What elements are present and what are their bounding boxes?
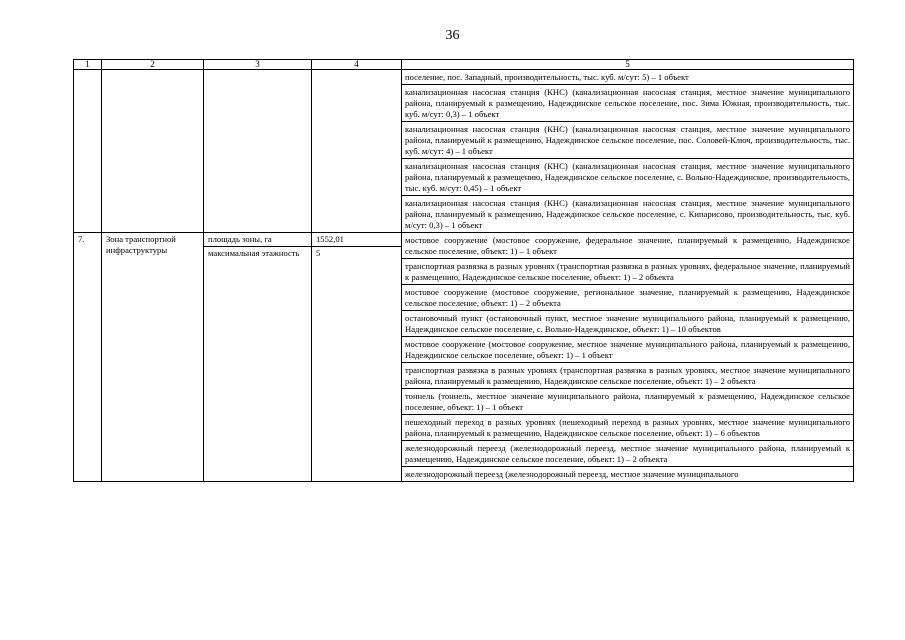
param-value-floors: 5 (316, 248, 321, 258)
object-entry: мостовое сооружение (мостовое сооружение, местное значение муниципального района, планируемый к размещению, Надеждинское сельское поселение, объект: 1) – 1 объект (402, 337, 853, 363)
object-entry: остановочный пункт (остановочный пункт, местное значение муниципального района, планируемый к размещению, Надеждинское сельское поселение, с. Вольно-Надеждинское, объект: 1) – 10 объектов (402, 311, 853, 337)
object-entry: мостовое сооружение (мостовое сооружение, федеральное значение, планируемый к размещению, Надеждинское сельское поселение, объект: 1) – 1 объект (402, 233, 853, 259)
table-row-continued (74, 70, 854, 233)
row-number-cell (74, 233, 102, 482)
empty-cell (312, 70, 402, 233)
empty-cell (204, 70, 312, 233)
param-name-floors: максимальная этажность (208, 248, 300, 258)
page-number: 36 (445, 28, 460, 43)
object-entry: мостовое сооружение (мостовое сооружение, региональное значение, планируемый к размещению, Надеждинское сельское поселение, объект: 1) – 2 объекта (402, 285, 853, 311)
objects-cell (402, 70, 854, 233)
object-entry: канализационная насосная станция (КНС) (канализационная насосная станция, местное значение муниципального района, планируемый к размещению, Надеждинское сельское поселение, с. Вольно-Надеждинское, производительность, тыс. куб. м/сут: 0,45) – 1 объект (402, 159, 853, 196)
object-entry: транспортная развязка в разных уровнях (транспортная развязка в разных уровнях, местное значение муниципального района, планируемый к размещению, Надеждинское сельское поселение, объект: 1) – 2 объекта (402, 363, 853, 389)
param-name-area: площадь зоны, га (204, 233, 311, 247)
param-value-area: 1552,01 (312, 233, 401, 247)
object-entry: канализационная насосная станция (КНС) (канализационная насосная станция, местное значение муниципального района, планируемый к размещению, Надеждинское сельское поселение, пос. Соловей-Ключ, производительность, тыс. куб. м/сут: 4) – 1 объект (402, 122, 853, 159)
param-name-cell (204, 233, 312, 482)
object-entry: тоннель (тоннель, местное значение муниципального района, планируемый к размещению, Надеждинское сельское поселение, объект: 1) – 1 объект (402, 389, 853, 415)
empty-cell (102, 70, 204, 233)
column-number-3: 3 (204, 60, 312, 70)
column-number-1: 1 (74, 60, 102, 70)
object-entry: пешеходный переход в разных уровнях (пешеходный переход в разных уровнях, местное значение муниципального района, планируемый к размещению, Надеждинское сельское поселение, объект: 1) – 6 объектов (402, 415, 853, 441)
zone-name: Зона транспортной инфраструктуры (106, 234, 176, 255)
object-entry: железнодорожный переезд (железнодорожный переезд, местное значение муниципального района, планируемый к размещению, Надеждинское сельское поселение, объект: 1) – 2 объекта (402, 441, 853, 467)
zones-table (73, 59, 854, 482)
param-value-cell (312, 233, 402, 482)
object-entry: канализационная насосная станция (КНС) (канализационная насосная станция, местное значение муниципального района, планируемый к размещению, Надеждинское сельское поселение, с. Кипарисово, производительность, тыс. куб. м/сут: 0,3) – 1 объект (405, 198, 850, 230)
column-number-4: 4 (312, 60, 402, 70)
column-number-row (74, 60, 854, 70)
object-entry: железнодорожный переезд (железнодорожный переезд, местное значение муниципального (405, 469, 739, 479)
object-entry: поселение, пос. Западный, производительность, тыс. куб. м/сут: 5) – 1 объект (402, 70, 853, 85)
zone-name-cell (102, 233, 204, 482)
table-row-7 (74, 233, 854, 482)
object-entry: канализационная насосная станция (КНС) (канализационная насосная станция, местное значение муниципального района, планируемый к размещению, Надеждинское сельское поселение, пос. Зима Южная, производительность, тыс. куб. м/сут: 0,3) – 1 объект (402, 85, 853, 122)
row-number: 7. (78, 234, 85, 244)
objects-cell (402, 233, 854, 482)
column-number-5: 5 (402, 60, 854, 70)
object-entry: транспортная развязка в разных уровнях (транспортная развязка в разных уровнях, федеральное значение, планируемый к размещению, Надеждинское сельское поселение, объект: 1) – 2 объекта (402, 259, 853, 285)
column-number-2: 2 (102, 60, 204, 70)
empty-cell (74, 70, 102, 233)
